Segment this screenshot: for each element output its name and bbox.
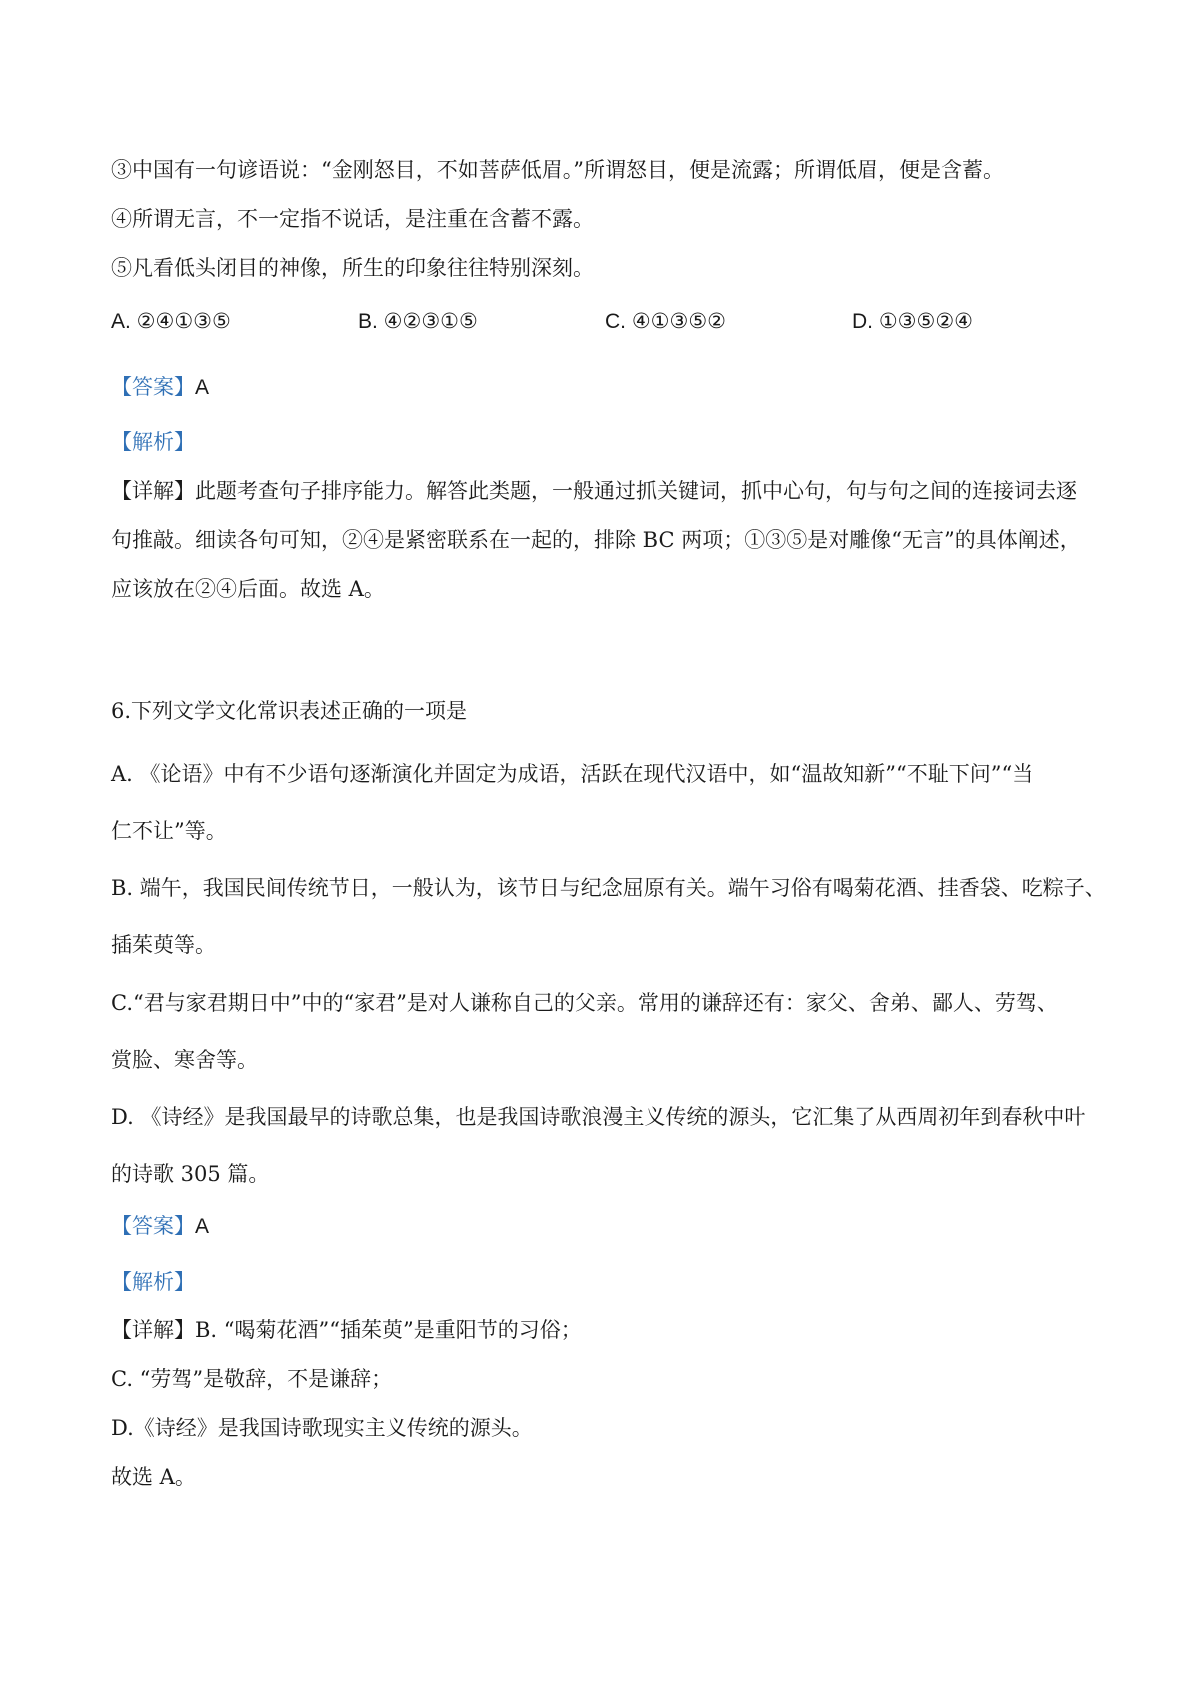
q5-option-c: C. ④①③⑤②	[605, 310, 726, 333]
q5-answer	[111, 373, 209, 402]
q5-option-b: B. ④②③①⑤	[358, 310, 478, 333]
q6-option-c-line-2: 赏脸、寒舍等。	[111, 1048, 258, 1072]
q6-detail-line-3: D.《诗经》是我国诗歌现实主义传统的源头。	[111, 1416, 533, 1440]
q5-detail-tag: 【详解】	[111, 479, 195, 503]
q5-detail-line-2: 句推敲。细读各句可知，②④是紧密联系在一起的，排除 BC 两项；①③⑤是对雕像“无言”的具体阐述，	[111, 528, 1081, 552]
q5-sentence-4: ④所谓无言，不一定指不说话，是注重在含蓄不露。	[111, 207, 594, 231]
q5-detail-line-1	[111, 477, 1077, 505]
q6-detail-tag: 【详解】	[111, 1318, 195, 1342]
q6-analysis-tag: 【解析】	[111, 1270, 195, 1294]
q5-answer-value: A	[195, 376, 210, 399]
q5-sentence-3: ③中国有一句谚语说：“金刚怒目，不如菩萨低眉。”所谓怒目，便是流露；所谓低眉，便是含蓄。	[111, 158, 1004, 182]
q5-detail-line-3: 应该放在②④后面。故选 A。	[111, 577, 385, 601]
q6-option-c-line-1: C.“君与家君期日中”中的“家君”是对人谦称自己的父亲。常用的谦辞还有：家父、舍弟、鄙人、劳驾、	[111, 991, 1058, 1015]
q6-option-b-line-1: B. 端午，我国民间传统节日，一般认为，该节日与纪念屈原有关。端午习俗有喝菊花酒、挂香袋、吃粽子、	[111, 876, 1106, 900]
q6-option-b-line-2: 插茱萸等。	[111, 933, 216, 957]
q5-detail-text-1: 此题考查句子排序能力。解答此类题，一般通过抓关键词，抓中心句，句与句之间的连接词去逐	[195, 479, 1077, 503]
q6-answer-value: A	[195, 1215, 210, 1238]
q6-detail-line-1	[111, 1316, 582, 1344]
q5-options	[111, 308, 1011, 336]
q6-option-a-line-1: A. 《论语》中有不少语句逐渐演化并固定为成语，活跃在现代汉语中，如“温故知新”“不耻下问”“当	[111, 762, 1034, 786]
q6-detail-line-2: C. “劳驾”是敬辞，不是谦辞；	[111, 1367, 393, 1391]
q6-stem: 6.下列文学文化常识表述正确的一项是	[111, 699, 468, 723]
q6-option-d-line-2: 的诗歌 305 篇。	[111, 1162, 270, 1186]
q5-option-d: D. ①③⑤②④	[852, 310, 973, 333]
q6-option-d-line-1: D. 《诗经》是我国最早的诗歌总集，也是我国诗歌浪漫主义传统的源头，它汇集了从西周初年到春秋中叶	[111, 1105, 1086, 1129]
q5-analysis-tag: 【解析】	[111, 430, 195, 454]
q5-answer-tag: 【答案】	[111, 375, 195, 399]
q5-sentence-5: ⑤凡看低头闭目的神像，所生的印象往往特别深刻。	[111, 256, 594, 280]
q6-answer	[111, 1212, 209, 1241]
q6-answer-tag: 【答案】	[111, 1214, 195, 1238]
q5-option-a: A. ②④①③⑤	[111, 310, 231, 333]
q6-detail-line-4: 故选 A。	[111, 1465, 196, 1489]
q6-option-a-line-2: 仁不让”等。	[111, 819, 227, 843]
q6-detail-text-1: B. “喝菊花酒”“插茱萸”是重阳节的习俗；	[195, 1318, 582, 1342]
